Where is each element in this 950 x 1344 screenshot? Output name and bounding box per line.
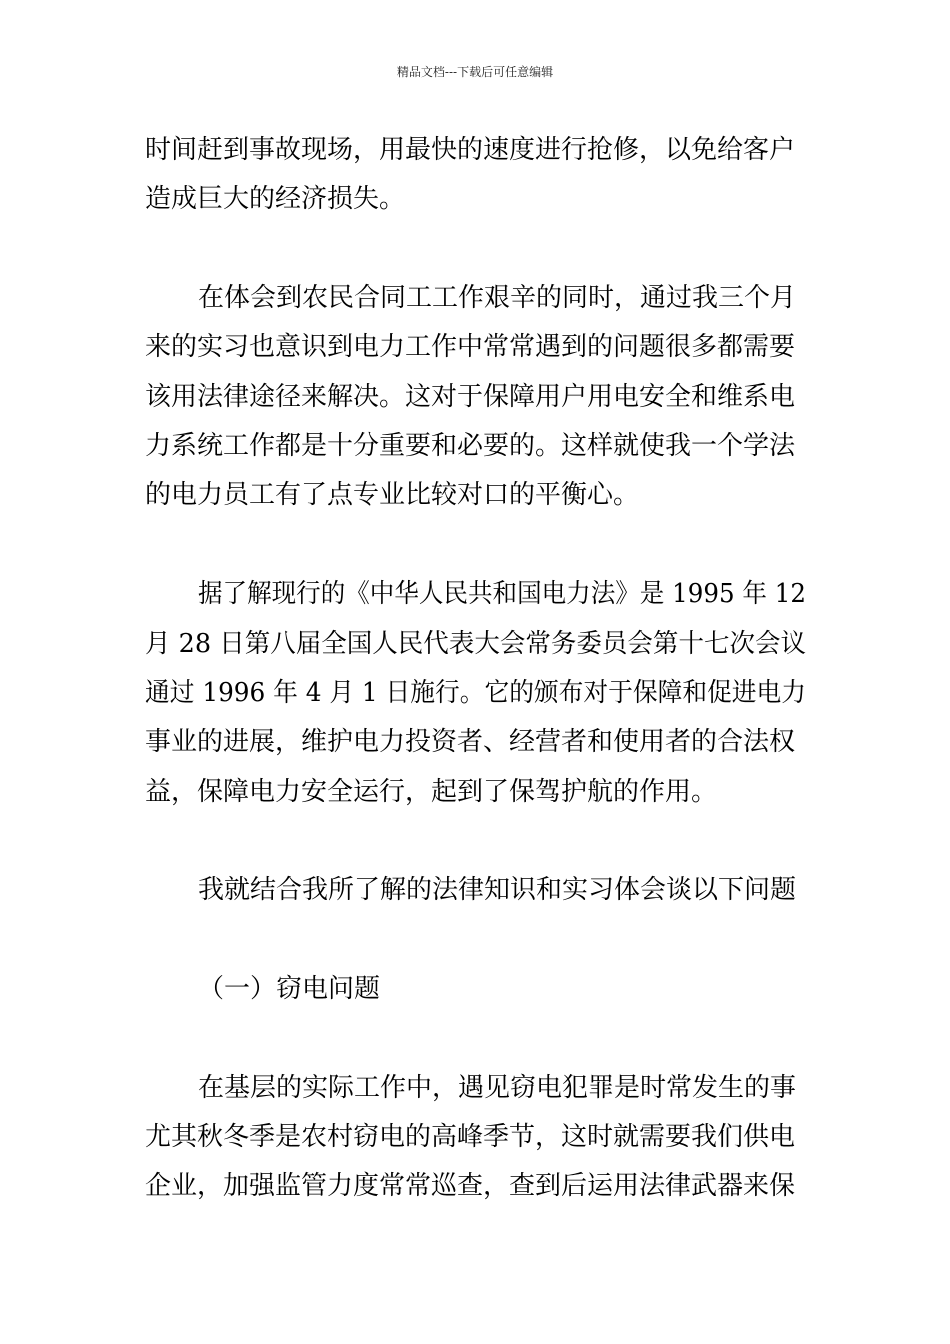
text-line-content: 尤其秋冬季是农村窃电的高峰季节，这时就需要我们供电 [145,1122,796,1152]
page-header: 精品文档---下载后可任意编辑 [396,65,554,79]
text-line-content: 的电力员工有了点专业比较对口的平衡心。 [145,480,640,510]
text-line-content: 时间赶到事故现场，用最快的速度进行抢修，以免给客户 [145,135,796,165]
text-line-content: 事业的进展，维护电力投资者、经营者和使用者的合法权 [145,727,796,757]
text-line-content: 企业，加强监管力度常常巡查，查到后运用法律武器来保 [145,1171,796,1201]
text-line-content: 据了解现行的《中华人民共和国电力法》是 1995 年 12 [198,579,806,609]
text-line-content: 我就结合我所了解的法律知识和实习体会谈以下问题 [198,875,797,905]
heading-text: （一）窃电问题 [198,974,381,1004]
text-line-content: 造成巨大的经济损失。 [145,184,406,214]
text-line-content: 通过 1996 年 4 月 1 日施行。它的颁布对于保障和促进电力 [145,678,807,708]
text-line-content: 益，保障电力安全运行，起到了保驾护航的作用。 [145,777,718,807]
text-line-content: 力系统工作都是十分重要和必要的。这样就使我一个学法 [145,431,796,461]
text-line-content: 在基层的实际工作中，遇见窃电犯罪是时常发生的事 [198,1073,797,1103]
text-line-content: 在体会到农民合同工工作艰辛的同时，通过我三个月 [198,283,797,313]
text-line-content: 月 28 日第八届全国人民代表大会常务委员会第十七次会议 [145,629,807,659]
text-line-content: 来的实习也意识到电力工作中常常遇到的问题很多都需要 [145,332,796,362]
text-line-content: 该用法律途径来解决。这对于保障用户用电安全和维系电 [145,382,796,412]
